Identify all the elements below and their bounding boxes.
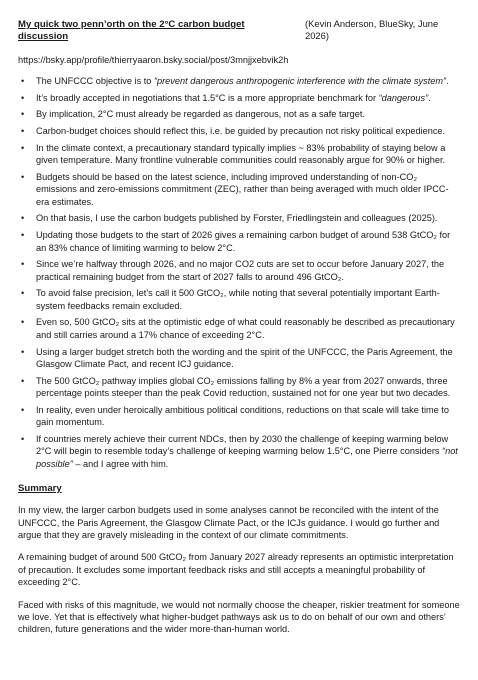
bullet-text: By implication, 2°C must already be regarded as dangerous, not as a safe target. [36, 109, 365, 120]
bullet-text: If countries merely achieve their current NDCs, then by 2030 the challenge of keeping warming below 2°C will begin to resemble today’s challenge of keeping warming below 1.5°C, one Pierre considers [36, 433, 449, 457]
bullet-item [18, 171, 460, 208]
bullet-text: Budgets should be based on the latest science, including improved understanding of non-CO₂ emissions and zero-emissions commitment (ZEC), rather than being averaged with much older IPCC-era estimates. [36, 171, 449, 207]
bullet-text: The 500 GtCO₂ pathway implies global CO₂ emissions falling by 8% a year from 2027 onwards, three percentage points steeper than the peak Covid reduction, sustained not for one year but two decades. [36, 375, 451, 399]
summary-heading: Summary [18, 483, 62, 495]
quoted-text: “not possible” [36, 446, 458, 469]
bullet-item [18, 142, 460, 167]
bullet-item [18, 75, 460, 87]
bullet-item [18, 375, 460, 400]
summary-paragraph: In my view, the larger carbon budgets used in some analyses cannot be reconciled with the intent of the UNFCCC, the Paris Agreement, the Glasgow Climate Pact, or the ICJs guidance. I would go further and argue that they are gravely misleading in the context of our climate commitments. [18, 505, 440, 540]
quoted-text: “prevent dangerous anthropogenic interference with the climate system” [153, 76, 447, 86]
bullet-item [18, 433, 460, 470]
bullet-item [18, 108, 460, 120]
bullet-text: Even so, 500 GtCO₂ sits at the optimistic edge of what could reasonably be described as precautionary and still carries around a 17% chance of exceeding 2°C. [36, 317, 455, 340]
quoted-text: “dangerous” [378, 92, 429, 103]
bullet-item [18, 125, 460, 137]
summary-paragraph: Faced with risks of this magnitude, we would not normally choose the cheaper, riskier treatment for someone we love. Yet that is effectively what higher-budget pathways ask us to do on behalf of our own and others’ children, future generations and the wider more-than-human world. [18, 599, 460, 635]
bullet-text: Updating those budgets to the start of 2026 gives a remaining carbon budget of around 538 GtCO₂ for an 83% chance of limiting warming to below 2°C. [36, 230, 451, 253]
bullet-item [18, 92, 460, 104]
attribution: (Kevin Anderson, BlueSky, June 2026) [304, 18, 439, 41]
bullet-item [18, 316, 460, 341]
bullet-item [18, 287, 460, 312]
bullet-text: – and I agree with him. [72, 458, 169, 469]
bullet-text: Carbon-budget choices should reflect this, i.e. be guided by precaution not risky political expedience. [36, 126, 446, 137]
bullet-item [18, 258, 460, 283]
header [18, 18, 460, 43]
source-url: https://bsky.app/profile/thierryaaron.bsky.social/post/3mnjjxebvik2h [18, 55, 289, 65]
bullet-text: On that basis, I use the carbon budgets published by Forster, Friedlingstein and colleagues (2025). [36, 213, 438, 224]
summary-paragraph: A remaining budget of around 500 GtCO₂ from January 2027 already represents an optimistic interpretation of precaution. It excludes some important feedback risks and still accepts a meaningful probability of exceeding 2°C. [18, 552, 454, 588]
bullet-item [18, 229, 460, 254]
bullet-list [18, 75, 460, 470]
bullet-item [18, 212, 460, 224]
bullet-item [18, 404, 460, 429]
bullet-text: To avoid false precision, let’s call it 500 GtCO₂, while noting that several potentially important Earth-system feedbacks remain excluded. [36, 288, 440, 311]
bullet-text: In reality, even under heroically ambitious political conditions, reductions on that scale will take time to gain momentum. [36, 404, 449, 428]
bullet-text: . [428, 92, 431, 103]
bullet-text: . [446, 76, 449, 86]
bullet-text: It’s broadly accepted in negotiations that 1.5°C is a more appropriate benchmark for [36, 92, 379, 103]
document-title: My quick two penn’orth on the 2°C carbon budget discussion [18, 19, 245, 42]
bullet-text: The UNFCCC objective is to [36, 76, 154, 86]
bullet-text: Since we’re halfway through 2026, and no major CO2 cuts are set to occur before January 2027, the practical remaining budget from the start of 2027 falls to around 496 GtCO₂. [36, 259, 445, 282]
bullet-text: Using a larger budget stretch both the wording and the spirit of the UNFCCC, the Paris Agreement, the Glasgow Climate Pact, and recent ICJ guidance. [36, 346, 453, 369]
bullet-item [18, 346, 460, 371]
bullet-text: In the climate context, a precautionary standard typically implies ~ 83% probability of staying below a given temperature. Many frontline vulnerable communities could reasonably argue for 90% or higher. [36, 142, 446, 166]
